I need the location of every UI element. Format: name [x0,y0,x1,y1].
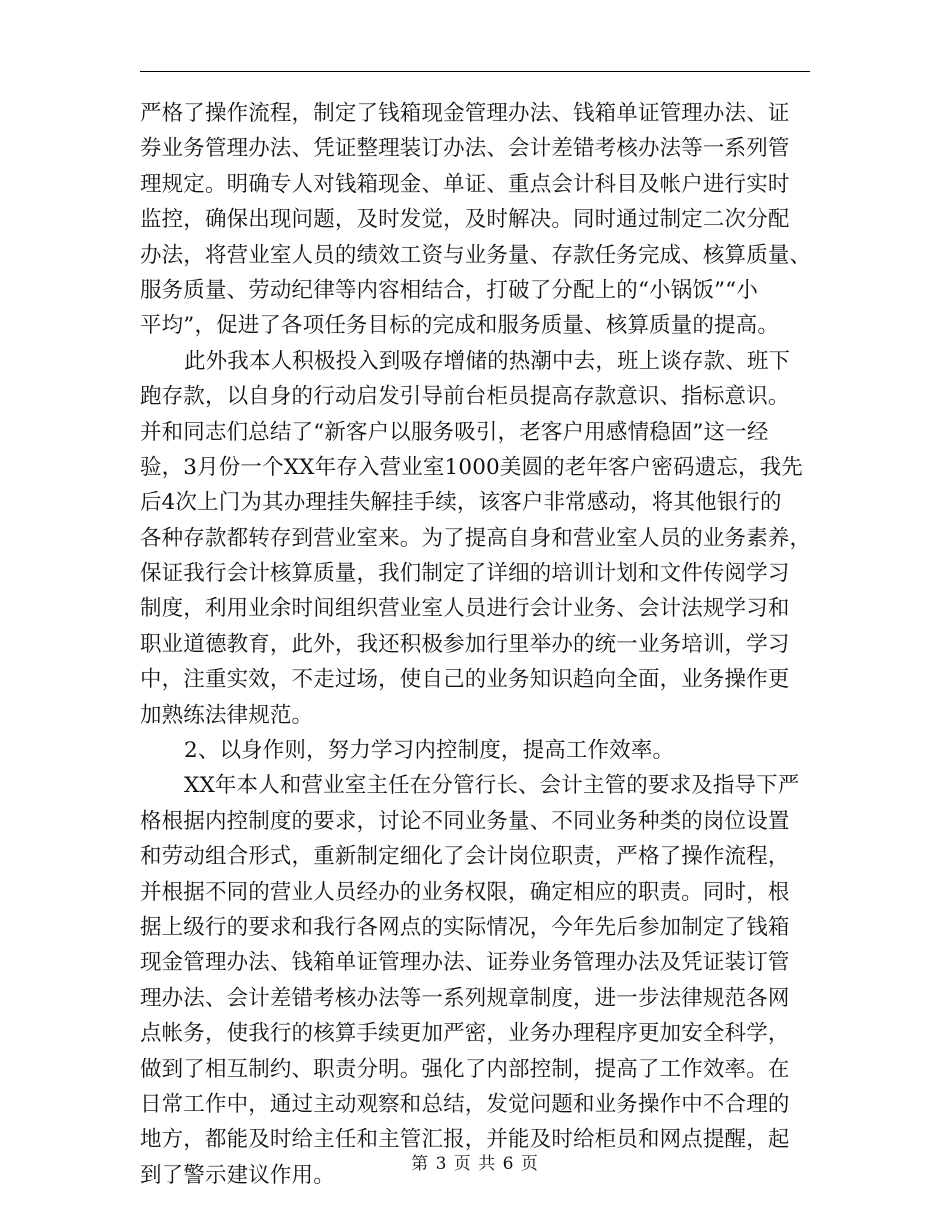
text-line: 理办法、会计差错考核办法等一系列规章制度，进一步法律规范各网 [140,985,790,1011]
text-line: 券业务管理办法、凭证整理装订办法、会计差错考核办法等一系列管 [140,136,790,162]
text-line: 日常工作中，通过主动观察和总结，发觉问题和业务操作中不合理的 [140,1091,790,1117]
text-line: 平均”，促进了各项任务目标的完成和服务质量、核算质量的提高。 [140,313,779,339]
text-line: 严格了操作流程，制定了钱箱现金管理办法、钱箱单证管理办法、证 [140,101,790,126]
text-line: 现金管理办法、钱箱单证管理办法、证券业务管理办法及凭证装订管 [140,950,790,976]
text-line: 据上级行的要求和我行各网点的实际情况，今年先后参加制定了钱箱 [140,914,790,940]
text-line: 服务质量、劳动纪律等内容相结合，打破了分配上的“小锅饭”“小 [140,277,758,303]
text-line: 中，注重实效，不走过场，使自己的业务知识趋向全面，业务操作更 [140,667,790,693]
document-body [140,96,816,1193]
paragraph-first-line: 2、以身作则，努力学习内控制度，提高工作效率。 [184,738,675,764]
text-line: 制度，利用业余时间组织营业室人员进行会计业务、会计法规学习和 [140,596,790,622]
text-line: 做到了相互制约、职责分明。强化了内部控制，提高了工作效率。在 [140,1056,790,1082]
text-line: 理规定。明确专人对钱箱现金、单证、重点会计科目及帐户进行实时 [140,171,790,197]
page-number-footer: 第 3 页 共 6 页 [411,1154,539,1174]
text-line: 保证我行会计核算质量，我们制定了详细的培训计划和文件传阅学习 [140,561,790,587]
text-line: 监控，确保出现问题，及时发觉，及时解决。同时通过制定二次分配 [140,207,790,233]
paragraph-first-line: XX年本人和营业室主任在分管行长、会计主管的要求及指导下严 [184,773,800,799]
text-line: 办法，将营业室人员的绩效工资与业务量、存款任务完成、核算质量、 [140,242,812,268]
text-line: 职业道德教育，此外，我还积极参加行里举办的统一业务培训，学习 [140,631,790,657]
header-rule [140,71,810,72]
text-line: 并和同志们总结了“新客户以服务吸引，老客户用感情稳固”这一经 [140,419,769,445]
text-line: 到了警示建议作用。 [140,1162,335,1188]
text-line: 点帐务，使我行的核算手续更加严密，业务办理程序更加安全科学， [140,1021,790,1047]
text-line: 各种存款都转存到营业室来。为了提高自身和营业室人员的业务素养， [140,525,812,551]
text-line: 格根据内控制度的要求，讨论不同业务量、不同业务种类的岗位设置 [140,808,790,834]
text-line: 跑存款，以自身的行动启发引导前台柜员提高存款意识、指标意识。 [140,384,790,410]
text-line: 后4次上门为其办理挂失解挂手续，该客户非常感动，将其他银行的 [140,490,782,516]
paragraph-first-line: 此外我本人积极投入到吸存增储的热潮中去，班上谈存款、班下 [184,348,791,374]
text-line: 加熟练法律规范。 [140,702,314,728]
text-line: 并根据不同的营业人员经办的业务权限，确定相应的职责。同时，根 [140,879,790,905]
text-line: 和劳动组合形式，重新制定细化了会计岗位职责，严格了操作流程， [140,844,790,870]
text-line: 地方，都能及时给主任和主管汇报，并能及时给柜员和网点提醒，起 [140,1127,790,1153]
text-line: 验，3月份一个XX年存入营业室1000美圆的老年客户密码遗忘，我先 [140,454,803,480]
